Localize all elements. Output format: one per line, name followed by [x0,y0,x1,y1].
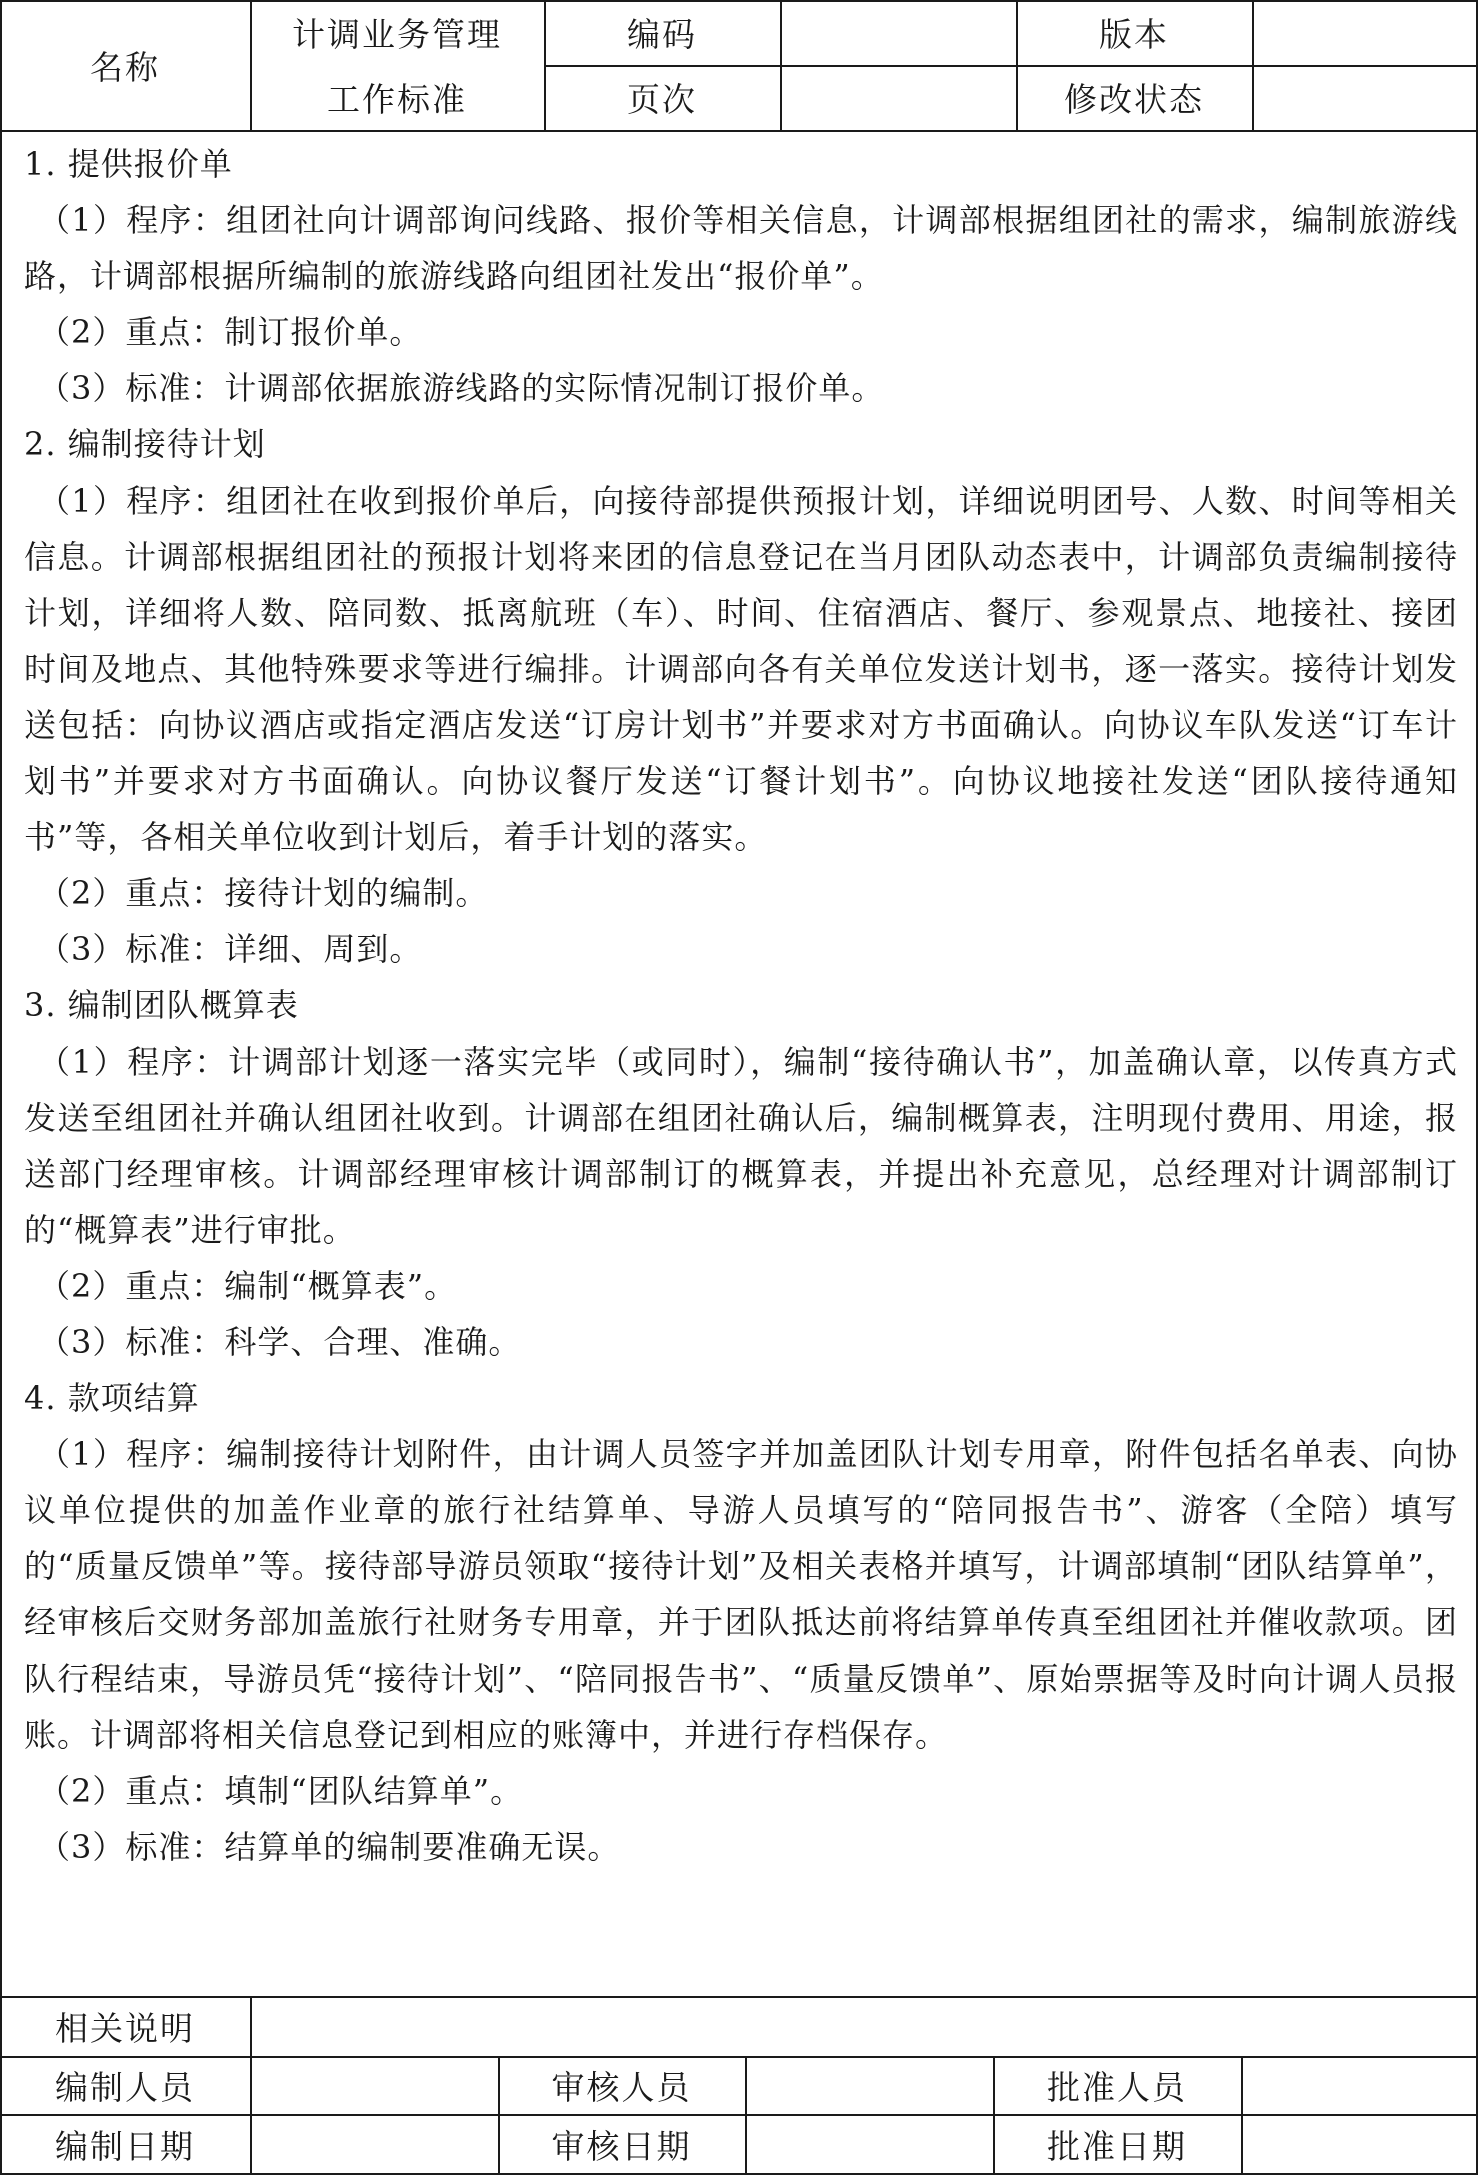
version-label: 版本 [1099,15,1169,54]
review-date-label: 审核日期 [551,2127,692,2166]
footer-divider [1241,2056,1243,2175]
section-item: （2）重点：填制“团队结算单”。 [38,1771,524,1810]
section-item: （3）标准：结算单的编制要准确无误。 [38,1827,621,1866]
section-item: （1）程序：计调部计划逐一落实完毕（或同时），编制“接待确认书”，加盖确认章，以传真方式发送至组团社并确认组团社收到。计调部在组团社确认后，编制概算表，注明现付费用、用途，报送部门经理审核。计调部经理审核计调部制订的概算表，并提出补充意见，总经理对计调部制订的“概算表”进行审批。 [24,1042,1458,1249]
name-label: 名称 [90,47,160,87]
code-label: 编码 [627,15,697,54]
revision-value [1252,65,1478,130]
notes-label: 相关说明 [55,2008,195,2048]
section-heading: 3. 编制团队概算表 [24,986,299,1025]
approve-date-label: 批准日期 [1047,2127,1187,2166]
revision-label: 修改状态 [1064,80,1204,119]
notes-value [250,1996,1478,2056]
document-title-line1: 计调业务管理 [292,15,502,54]
version-value [1252,0,1478,65]
section-item: （3）标准：计调部依据旅游线路的实际情况制订报价单。 [38,369,885,408]
approver-label: 批准人员 [1047,2067,1187,2107]
section-item: （2）重点：接待计划的编制。 [38,874,489,913]
section-item: （1）程序：组团社在收到报价单后，向接待部提供预报计划，详细说明团号、人数、时间等相关信息。计调部根据组团社的预报计划将来团的信息登记在当月团队动态表中，计调部负责编制接待计划，详细将人数、陪同数、抵离航班（车）、时间、住宿酒店、餐厅、参观景点、地接社、接团时间及地点、其他特殊要求等进行编排。计调部向各有关单位发送计划书，逐一落实。接待计划发送包括：向协议酒店或指定酒店发送“订房计划书”并要求对方书面确认。向协议车队发送“订车计划书”并要求对方书面确认。向协议餐厅发送“订餐计划书”。向协议地接社发送“团队接待通知书”等，各相关单位收到计划后，着手计划的落实。 [24,481,1458,857]
editor-label: 编制人员 [55,2067,195,2107]
section-heading: 4. 款项结算 [24,1379,200,1418]
page-value [780,65,1016,130]
section-item: （3）标准：科学、合理、准确。 [38,1322,522,1361]
section-heading: 2. 编制接待计划 [24,425,266,464]
section-item: （3）标准：详细、周到。 [38,930,423,969]
section-item: （1）程序：组团社向计调部询问线路、报价等相关信息，计调部根据组团社的需求，编制旅游线路，计调部根据所编制的旅游线路向组团社发出“报价单”。 [24,201,1458,296]
header-bottom-border [0,130,1478,132]
section-item: （2）重点：编制“概算表”。 [38,1266,458,1305]
code-value [780,0,1016,65]
document-title-line2: 工作标准 [327,80,467,119]
reviewer-label: 审核人员 [551,2067,692,2107]
section-heading: 1. 提供报价单 [24,145,233,183]
document-body [24,136,1458,1875]
edit-date-label: 编制日期 [55,2127,195,2166]
section-item: （2）重点：制订报价单。 [38,313,423,352]
page-label: 页次 [627,80,697,119]
section-item: （1）程序：编制接待计划附件，由计调人员签字并加盖团队计划专用章，附件包括名单表、向协议单位提供的加盖作业章的旅行社结算单、导游人员填写的“陪同报告书”、游客（全陪）填写的“质量反馈单”等。接待部导游员领取“接待计划”及相关表格并填写，计调部填制“团队结算单”，经审核后交财务部加盖旅行社财务专用章，并于团队抵达前将结算单传真至组团社并催收款项。团队行程结束，导游员凭“接待计划”、“陪同报告书”、“质量反馈单”、原始票据等及时向计调人员报账。计调部将相关信息登记到相应的账簿中，并进行存档保存。 [24,1435,1458,1754]
footer-divider [745,2056,747,2175]
